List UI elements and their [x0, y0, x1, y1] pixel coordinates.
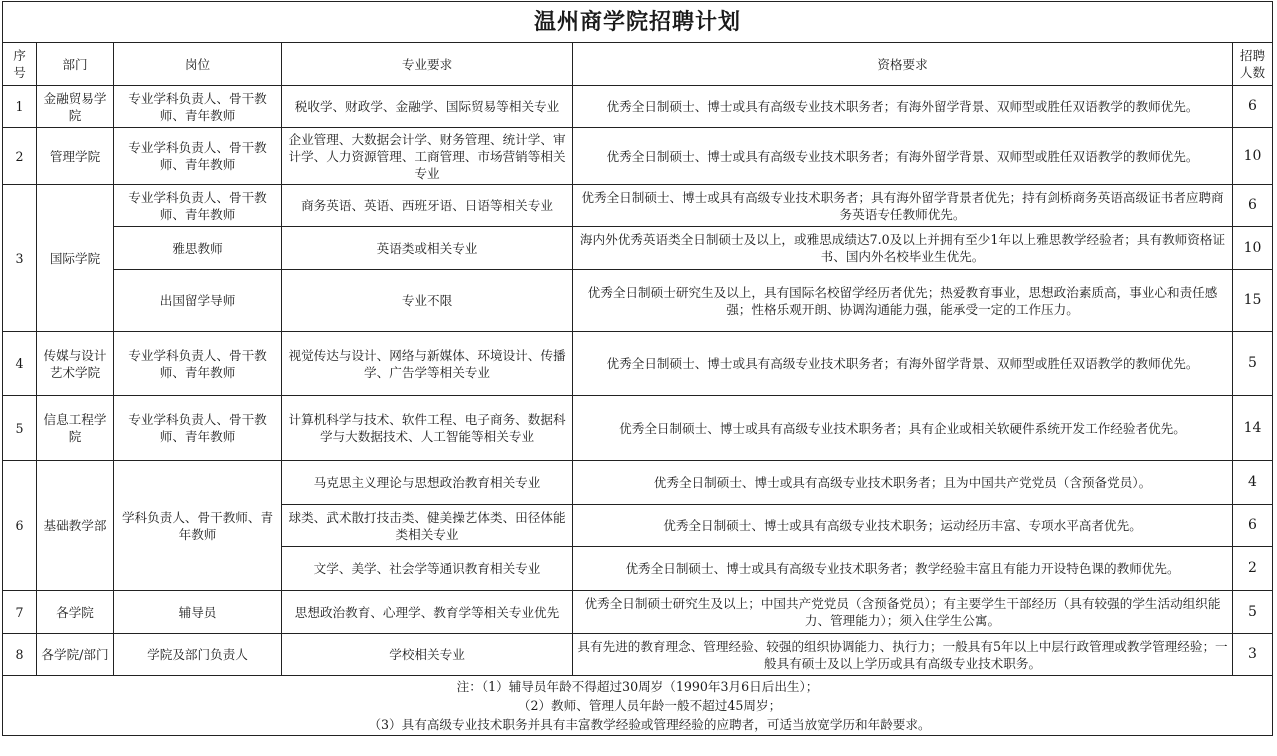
- seq-cell: 8: [3, 634, 37, 676]
- dept-cell: 基础教学部: [37, 461, 114, 591]
- major-cell: 英语类或相关专业: [282, 227, 573, 270]
- qual-cell: 优秀全日制硕士、博士或具有高级专业技术职务者；有海外留学背景、双师型或胜任双语教学的教师优先。: [573, 332, 1233, 396]
- major-cell: 专业不限: [282, 270, 573, 332]
- post-cell: 学院及部门负责人: [114, 634, 282, 676]
- count-cell: 15: [1233, 270, 1273, 332]
- header-count: 招聘人数: [1233, 43, 1273, 86]
- header-post: 岗位: [114, 43, 282, 86]
- table-row: [3, 185, 1273, 227]
- note-line: （2）教师、管理人员年龄一般不超过45周岁；: [517, 698, 782, 713]
- table-row: [3, 227, 1273, 270]
- qual-cell: 具有先进的教育理念、管理经验、较强的组织协调能力、执行力；一般具有5年以上中层行政管理或教学管理经验；一般具有硕士及以上学历或具有高级专业技术职务。: [573, 634, 1233, 676]
- table-row: [3, 591, 1273, 634]
- post-cell: 专业学科负责人、骨干教师、青年教师: [114, 396, 282, 461]
- seq-cell: 4: [3, 332, 37, 396]
- count-cell: 14: [1233, 396, 1273, 461]
- post-cell: 学科负责人、骨干教师、青年教师: [114, 461, 282, 591]
- notes-row: [3, 676, 1273, 736]
- major-cell: 文学、美学、社会学等通识教育相关专业: [282, 547, 573, 591]
- post-cell: 出国留学导师: [114, 270, 282, 332]
- table-row: [3, 86, 1273, 128]
- qual-cell: 优秀全日制硕士、博士或具有高级专业技术职务；运动经历丰富、专项水平高者优先。: [573, 505, 1233, 547]
- major-cell: 税收学、财政学、金融学、国际贸易等相关专业: [282, 86, 573, 128]
- dept-cell: 传媒与设计艺术学院: [37, 332, 114, 396]
- major-cell: 商务英语、英语、西班牙语、日语等相关专业: [282, 185, 573, 227]
- major-cell: 企业管理、大数据会计学、财务管理、统计学、审计学、人力资源管理、工商管理、市场营销等相关专业: [282, 128, 573, 185]
- table-row: [3, 332, 1273, 396]
- major-cell: 马克思主义理论与思想政治教育相关专业: [282, 461, 573, 505]
- page-title: 温州商学院招聘计划: [3, 2, 1273, 43]
- qual-cell: 优秀全日制硕士、博士或具有高级专业技术职务者；具有海外留学背景者优先；持有剑桥商务英语高级证书者应聘商务英语专任教师优先。: [573, 185, 1233, 227]
- dept-cell: 国际学院: [37, 185, 114, 332]
- post-cell: 专业学科负责人、骨干教师、青年教师: [114, 128, 282, 185]
- count-cell: 6: [1233, 505, 1273, 547]
- table-row: [3, 634, 1273, 676]
- header-dept: 部门: [37, 43, 114, 86]
- table-row: [3, 270, 1273, 332]
- count-cell: 5: [1233, 332, 1273, 396]
- dept-cell: 各学院/部门: [37, 634, 114, 676]
- dept-cell: 金融贸易学院: [37, 86, 114, 128]
- qual-cell: 优秀全日制硕士、博士或具有高级专业技术职务者；且为中国共产党党员（含预备党员）。: [573, 461, 1233, 505]
- qual-cell: 优秀全日制硕士研究生及以上；中国共产党党员（含预备党员）；有主要学生干部经历（具有较强的学生活动组织能力、管理能力）；须入住学生公寓。: [573, 591, 1233, 634]
- count-cell: 6: [1233, 185, 1273, 227]
- seq-cell: 7: [3, 591, 37, 634]
- major-cell: 计算机科学与技术、软件工程、电子商务、数据科学与大数据技术、人工智能等相关专业: [282, 396, 573, 461]
- table-row: [3, 128, 1273, 185]
- header-row: [3, 43, 1273, 86]
- major-cell: 学校相关专业: [282, 634, 573, 676]
- qual-cell: 优秀全日制硕士、博士或具有高级专业技术职务者；有海外留学背景、双师型或胜任双语教学的教师优先。: [573, 128, 1233, 185]
- dept-cell: 各学院: [37, 591, 114, 634]
- post-cell: 专业学科负责人、骨干教师、青年教师: [114, 332, 282, 396]
- seq-cell: 2: [3, 128, 37, 185]
- post-cell: 辅导员: [114, 591, 282, 634]
- seq-cell: 3: [3, 185, 37, 332]
- major-cell: 球类、武术散打技击类、健美操艺体类、田径体能类相关专业: [282, 505, 573, 547]
- seq-cell: 1: [3, 86, 37, 128]
- qual-cell: 优秀全日制硕士、博士或具有高级专业技术职务者；有海外留学背景、双师型或胜任双语教学的教师优先。: [573, 86, 1233, 128]
- header-qual: 资格要求: [573, 43, 1233, 86]
- note-line: （3）具有高级专业技术职务并具有丰富教学经验或管理经验的应聘者，可适当放宽学历和年龄要求。: [368, 717, 931, 732]
- count-cell: 3: [1233, 634, 1273, 676]
- table-row: [3, 461, 1273, 505]
- post-cell: 专业学科负责人、骨干教师、青年教师: [114, 185, 282, 227]
- post-cell: 专业学科负责人、骨干教师、青年教师: [114, 86, 282, 128]
- title-row: [3, 2, 1273, 43]
- count-cell: 2: [1233, 547, 1273, 591]
- header-major: 专业要求: [282, 43, 573, 86]
- count-cell: 6: [1233, 86, 1273, 128]
- qual-cell: 优秀全日制硕士研究生及以上，具有国际名校留学经历者优先；热爱教育事业，思想政治素质高，事业心和责任感强；性格乐观开朗、协调沟通能力强，能承受一定的工作压力。: [573, 270, 1233, 332]
- qual-cell: 海内外优秀英语类全日制硕士及以上，或雅思成绩达7.0及以上并拥有至少1年以上雅思教学经验者；具有教师资格证书、国内外名校毕业生优先。: [573, 227, 1233, 270]
- count-cell: 4: [1233, 461, 1273, 505]
- seq-cell: 6: [3, 461, 37, 591]
- qual-cell: 优秀全日制硕士、博士或具有高级专业技术职务者；具有企业或相关软硬件系统开发工作经验者优先。: [573, 396, 1233, 461]
- header-seq: 序号: [3, 43, 37, 86]
- notes: [3, 676, 1273, 736]
- recruitment-table: [2, 1, 1273, 736]
- note-line: 注：（1）辅导员年龄不得超过30周岁（1990年3月6日后出生）；: [456, 679, 819, 694]
- recruitment-sheet: [2, 1, 1274, 753]
- dept-cell: 管理学院: [37, 128, 114, 185]
- count-cell: 5: [1233, 591, 1273, 634]
- count-cell: 10: [1233, 128, 1273, 185]
- table-row: [3, 396, 1273, 461]
- qual-cell: 优秀全日制硕士、博士或具有高级专业技术职务者；教学经验丰富且有能力开设特色课的教师优先。: [573, 547, 1233, 591]
- seq-cell: 5: [3, 396, 37, 461]
- count-cell: 10: [1233, 227, 1273, 270]
- major-cell: 视觉传达与设计、网络与新媒体、环境设计、传播学、广告学等相关专业: [282, 332, 573, 396]
- post-cell: 雅思教师: [114, 227, 282, 270]
- major-cell: 思想政治教育、心理学、教育学等相关专业优先: [282, 591, 573, 634]
- dept-cell: 信息工程学院: [37, 396, 114, 461]
